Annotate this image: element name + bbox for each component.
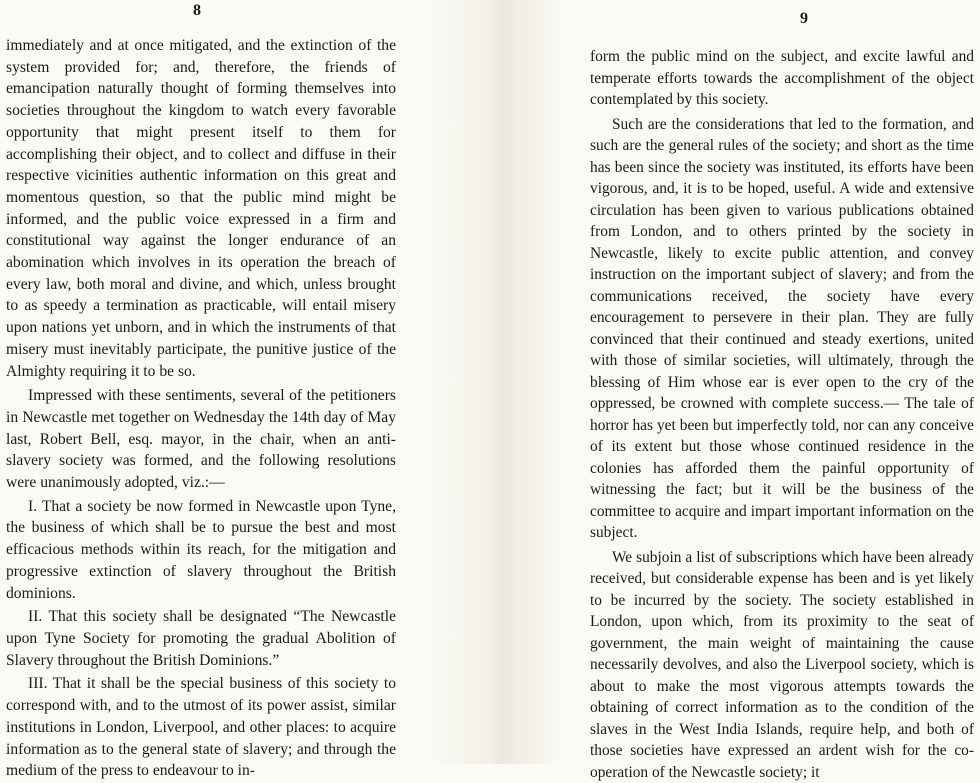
resolution-2: II. That this society shall be designated “The Newcastle upon Tyne Society for promoting the gradual Abolition of Slavery throughout the British Dominions.” xyxy=(6,606,396,671)
left-paragraph-1: immediately and at once mitigated, and the extinction of the system provided for; and, therefore, the friends of emancipation naturally thought of forming themselves into societies throughout the kingdom to watch every favorable opportunity that might present itself to them for accomplishing their object, and to collect and diffuse in their respective vicinities authentic information on this great and momentous question, so that the public mind might be informed, and the public voice expressed in a firm and constitutional way against the longer endurance of an abomination which involves in its operation the breach of every law, both moral and divine, and which, unless brought to as speedy a termination as practicable, will entail misery upon nations yet unborn, and in which the instruments of that misery must inevitably participate, the punitive justice of the Almighty requiring it to be so. xyxy=(6,35,396,382)
right-paragraph-2: Such are the considerations that led to the formation, and such are the general rules of the society; and short as the time has been since the society was instituted, its efforts have been vigorous, and, it is to be hoped, useful. A wide and extensive circulation has been given to various publications obtained from London, and to others printed by the society in Newcastle, likely to excite public attention, and convey instruction on the important subject of slavery; and from the communications received, the society have every encouragement to persevere in their plan. They are fully convinced that their continued and steady exertions, united with those of similar societies, will ultimately, through the blessing of Him whose ear is ever open to the cry of the oppressed, be crowned with complete success.— The tale of horror has yet been but imperfectly told, nor can any conceive of its extent but those whose continued residence in the colonies has afforded them the painful opportunity of witnessing the fact; but it will be the business of the committee to acquire and impart important information on the subject. xyxy=(590,114,974,544)
resolution-1: I. That a society be now formed in Newcastle upon Tyne, the business of which shall be to pursue the best and most efficacious methods within its reach, for the mitigation and progressive extinction of slavery throughout the British dominions. xyxy=(6,496,396,605)
left-page-number: 8 xyxy=(193,2,201,20)
right-paragraph-1: form the public mind on the subject, and excite lawful and temperate efforts towards the accomplishment of the object contemplated by this society. xyxy=(590,46,974,111)
right-page-text xyxy=(590,46,974,783)
right-page-number: 9 xyxy=(800,10,808,28)
right-page xyxy=(560,0,978,764)
left-page-text xyxy=(6,35,396,782)
resolution-3: III. That it shall be the special business of this society to correspond with, and to the utmost of its power assist, similar institutions in London, Liverpool, and other places: to acquire information as to the general state of slavery; and through the medium of the press to endeavour to in- xyxy=(6,673,396,782)
right-paragraph-3: We subjoin a list of subscriptions which have been already received, but considerable expense has been and is yet likely to be incurred by the society. The society established in London, upon which, from its proximity to the seat of government, the main weight of maintaining the cause necessarily devolves, and also the Liverpool society, which is about to make the most vigorous attempts towards the obtaining of correct information as to the condition of the slaves in the West India Islands, require help, and both of those societies have expressed an ardent wish for the co-operation of the Newcastle society; it xyxy=(590,547,974,783)
left-paragraph-2: Impressed with these sentiments, several of the petitioners in Newcastle met together on Wednesday the 14th day of May last, Robert Bell, esq. mayor, in the chair, when an anti-slavery society was formed, and the following resolutions were unanimously adopted, viz.:— xyxy=(6,385,396,494)
left-page xyxy=(0,0,430,764)
book-gutter xyxy=(430,0,560,764)
